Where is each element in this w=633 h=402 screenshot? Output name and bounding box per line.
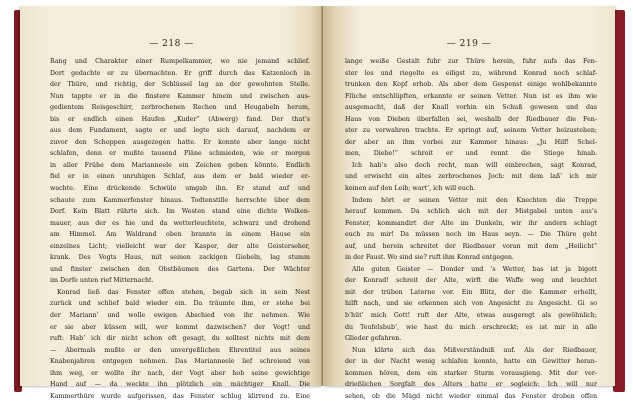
text-line: schlafen, denn er mußte tausend Pläne schmieden, wie er morgen <box>50 150 310 158</box>
right-page-number: — 219 — <box>446 39 492 49</box>
text-line: Dorf. Kein Blatt rührte sich. Im Westen stand eine dichte Wolken- <box>50 208 310 216</box>
text-line: lange weiße Gestalt fuhr zur Thüre herein, fuhr aufs das Fen- <box>345 58 597 65</box>
text-line: kommen hören, dem ein starker Sturm vorausgieng. Mit der ver- <box>345 369 597 377</box>
text-line: zurück und schlief bald wieder ein. Da träumte ihm, er stehe bei <box>50 300 310 308</box>
text-line: Alle guten Geister — Donder und ’s Wetter, bas ist ja bigott <box>352 265 597 273</box>
text-line: sehen, ob die Mägd nicht wieder einmal das Fenster droben offen <box>345 392 597 400</box>
text-line: Hand auf — da weckte ihn plötzlich ein mächtiger Knall. Die <box>50 381 310 389</box>
text-line: Konrad ließ das Fenster offen stehen, begab sich in sein Nest <box>57 288 310 296</box>
text-line: Dort gedachte er zu übernachten. Er griff durch das Katzenloch in <box>50 69 310 77</box>
text-line: in aller Frühe dem Marianneele ein Zeichen geben könnte. Endlich <box>50 161 310 169</box>
text-line: ster los und riegelte es eiligst zu, während Konrad noch schlaf- <box>345 69 597 77</box>
text-line: der Thüre, und richtig, der Schlüssel lag an der gewohnten Stelle. <box>50 81 310 89</box>
text-line: keinen auf den Leib; wart’, ich will euch. <box>345 185 476 193</box>
text-line: Kammerthüre wurde aufgerissen, das Fenster schlug klirrend zu. Eine <box>50 392 310 400</box>
text-line: — Abermals mußte er den unvergeßlichen Ehrentitel aus seines <box>50 346 310 354</box>
text-line: gedientem Reisgeschirr, zerbrochenen Rechen und Heugabeln herum, <box>50 104 310 112</box>
text-line: der Mariann’ und wolle ewigen Abschied von ihr nehmen. Wie <box>50 312 310 320</box>
text-line: mauer, aus der es hie und da wetterleuchtete, schwarz und drohend <box>50 219 310 227</box>
text-line: schaute zum Kammerfenster hinaus. Todtenstille herrschte über dem <box>50 196 310 204</box>
text-line: ausgemacht, daß der Knall vorhin ein Schuß gewesen und das <box>345 104 597 112</box>
text-line: Fenster, kommandirt der Alte im Dunkeln, wir ihr andern schlagt <box>345 219 597 227</box>
text-line: Haus von Dieben überfallen sei, weshalb der Riedbauer die Fen- <box>345 115 597 123</box>
text-line: Nun tappte er in die finstere Kammer hinein und zwischen aus- <box>50 92 310 100</box>
right-page-text <box>345 56 597 402</box>
text-line: Knabenjahren entgegen nehmen. Das Marianneele lief schreiend von <box>50 358 310 366</box>
text-line: ster zu verwahren trachte. Er springt auf, seinem Vetter beizustehen; <box>345 127 597 135</box>
text-line: auf, und herein schreitet der Riedbauer voran mit dem „Heilicht“ <box>345 242 597 250</box>
text-line: trunken den Kopf erhob. Als aber dem Gespenst einige wohlbekannte <box>345 81 597 89</box>
left-page-number: — 218 — <box>149 39 194 49</box>
text-line: Rang und Charakter einer Rumpelkammer, wo nie jemand schlief. <box>50 58 310 65</box>
text-line: du Teufelsbub’, wie hast du mich erschreckt; es ist mir in alle <box>345 323 597 331</box>
text-line: fiel er in einen unruhigen Schlaf, aus dem er bald wieder er- <box>50 173 310 181</box>
text-line: drießlichen Sorgfalt des Alters hatte er sogleich: Ich will nur <box>345 381 597 389</box>
text-line: in der Faust. Wo sind sie? ruft ihm Konrad entgegen. <box>345 254 514 262</box>
text-line: zuvor den Schoppen ausgezogen hatte. Er konnte aber lange nicht <box>50 138 310 146</box>
text-line: herauf kommen. Da schlich sich mit der Mistgabel unten aus’s <box>345 208 597 216</box>
text-line: euch zu mir! Da müssen noch im Haus seyn. — Die Thüre geht <box>345 231 597 239</box>
text-line: am Himmel. Am Waldrand oben brannte in einem Hause ein <box>50 231 310 239</box>
text-line: bis er endlich einen Haufen „Kuder“ (Abwerg) fand. Der that’s <box>50 115 310 123</box>
right-page <box>323 6 615 400</box>
open-book <box>8 6 625 400</box>
text-line: krank. Des Vogts Haus, mit seinen zackigen Giebeln, lag stumm <box>50 254 310 262</box>
text-line: Indem hört er seinen Vetter mit den Knechten die Treppe <box>352 196 597 204</box>
left-page <box>20 6 323 400</box>
text-line: und finster zwischen den Obstbäumen des Gartens. Der Wächter <box>50 265 310 273</box>
text-line: Nun klärte sich das Mißverständniß auf. Als der Riedbauer, <box>352 346 597 354</box>
text-line: ihm weg, er wollte ihr nach, der Vogt aber hob seine gewichtige <box>50 369 310 377</box>
text-line: der in der Nacht wenig schlafen konnte, hatte ein Gewitter heran- <box>345 358 597 366</box>
text-line: Glieder gefahren. <box>345 335 402 343</box>
text-line: aus dem Fundament, sagte er und legte sich darauf, nachdem er <box>50 127 310 135</box>
text-line: und erwischt ein altes zerbrochenes Joch: mit dem laß’ ich mir <box>345 173 597 181</box>
text-line: b’hüt’ mich Gott! ruft der Alte, etwas ausgeregt als gewöhnlich; <box>345 312 597 320</box>
text-line: er sie aber küssen will, wer kommt dazwischen? der Vogt! und <box>50 323 310 331</box>
text-line: hilft nach, und sie erkennen sich von Angesicht zu Angesicht. Gi so <box>345 300 597 308</box>
text-line: men, Diebe!“ schreit er und rennt die Stiege hinab. <box>345 150 597 158</box>
text-line: im Dorfe unten rief Mitternacht. <box>50 277 154 285</box>
left-page-text <box>50 56 310 402</box>
text-line: Flüche entschlüpften, erkannte er seinen Vetter. Nun ist es ihm wie <box>345 92 597 100</box>
text-line: wachte. Eine drückende Schwüle umgab ihn. Er stand auf und <box>50 185 310 193</box>
text-line: ruft: Hab’ ich dir nicht schon oft gesagt, du solltest nichts mit dem <box>50 335 310 343</box>
text-line: der Konrad! schreit der Alte, wirft die Waffe weg und leuchtet <box>345 277 597 285</box>
text-line: einzelnes Licht; vielleicht war der Kasper, der alte Geisterseher, <box>50 242 310 250</box>
text-line: der aber an ihm vorbei zur Kammer hinaus: „Ju Hilf! Schel- <box>345 138 597 146</box>
text-line: Ich hab’s also doch recht, man will einbrechen, sagt Konrad, <box>352 161 597 169</box>
text-line: mit der trüben Laterne vor. Ein Blitz, der die Kammer erhellt, <box>345 288 597 296</box>
